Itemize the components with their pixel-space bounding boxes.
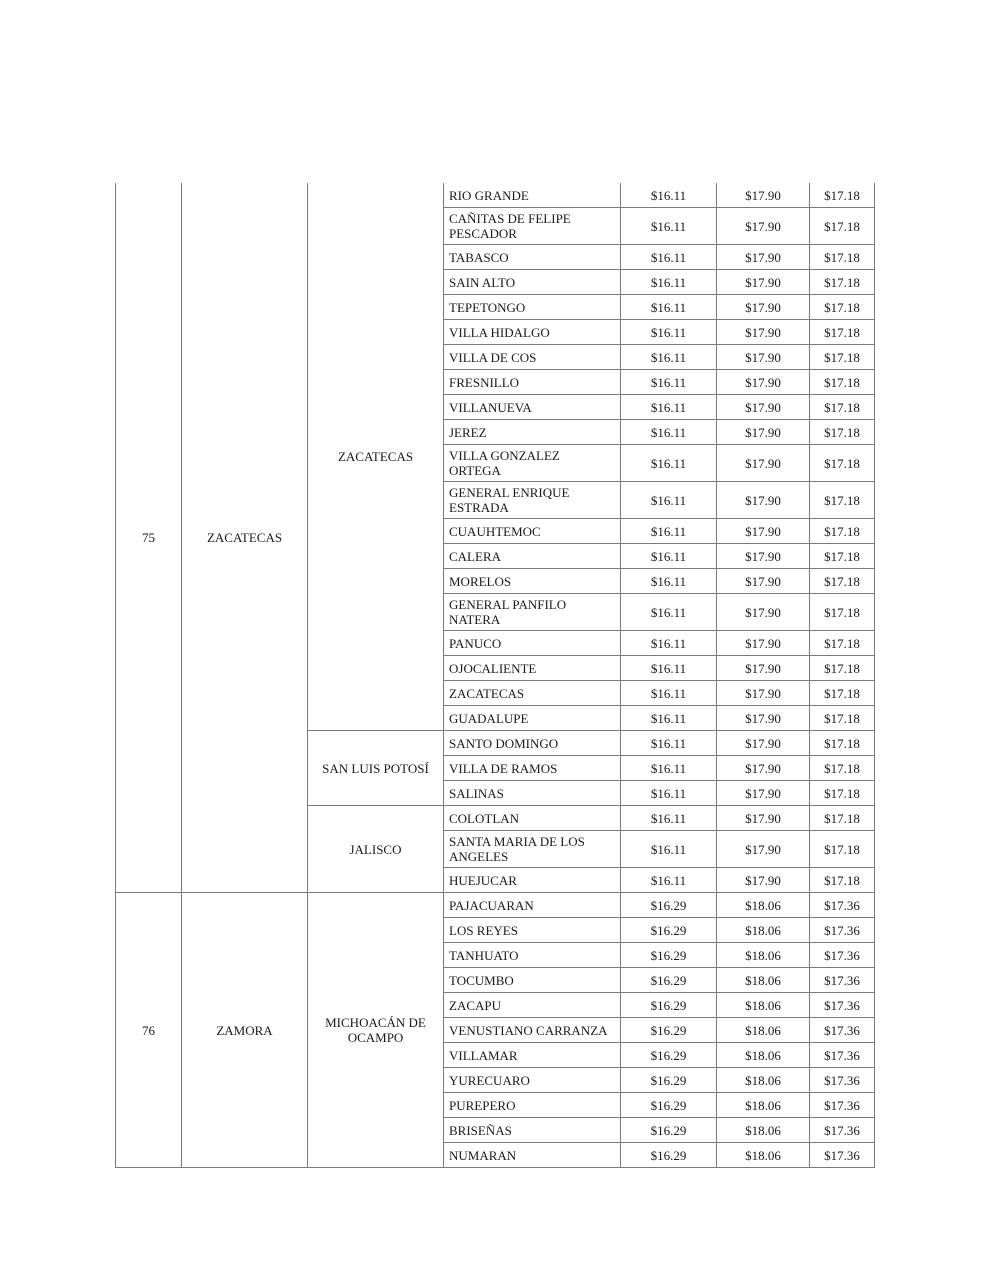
rate-cell-3: $17.36 bbox=[810, 1143, 875, 1168]
rate-cell-2: $17.90 bbox=[717, 420, 810, 445]
municipality-cell: HUEJUCAR bbox=[444, 868, 621, 893]
municipality-cell: SALINAS bbox=[444, 781, 621, 806]
rate-cell-2: $17.90 bbox=[717, 868, 810, 893]
rate-cell-1: $16.29 bbox=[621, 1068, 717, 1093]
rate-cell-2: $17.90 bbox=[717, 544, 810, 569]
rate-cell-3: $17.36 bbox=[810, 1018, 875, 1043]
rate-cell-2: $18.06 bbox=[717, 1043, 810, 1068]
rate-cell-3: $17.18 bbox=[810, 320, 875, 345]
rate-cell-2: $17.90 bbox=[717, 594, 810, 631]
municipality-cell: OJOCALIENTE bbox=[444, 656, 621, 681]
rate-cell-1: $16.11 bbox=[621, 420, 717, 445]
rate-cell-3: $17.18 bbox=[810, 183, 875, 208]
municipality-cell: GUADALUPE bbox=[444, 706, 621, 731]
rate-cell-2: $17.90 bbox=[717, 681, 810, 706]
municipality-cell: CAÑITAS DE FELIPE PESCADOR bbox=[444, 208, 621, 245]
municipality-cell: TOCUMBO bbox=[444, 968, 621, 993]
rate-cell-1: $16.11 bbox=[621, 868, 717, 893]
rate-cell-1: $16.11 bbox=[621, 370, 717, 395]
rate-cell-3: $17.18 bbox=[810, 208, 875, 245]
state-cell: MICHOACÁN DE OCAMPO bbox=[308, 893, 444, 1168]
rate-cell-2: $18.06 bbox=[717, 968, 810, 993]
rate-cell-3: $17.36 bbox=[810, 1118, 875, 1143]
rate-cell-3: $17.18 bbox=[810, 569, 875, 594]
rate-cell-1: $16.11 bbox=[621, 631, 717, 656]
state-cell: JALISCO bbox=[308, 806, 444, 893]
municipality-cell: VILLA GONZALEZ ORTEGA bbox=[444, 445, 621, 482]
rate-cell-3: $17.18 bbox=[810, 445, 875, 482]
rate-cell-1: $16.29 bbox=[621, 1143, 717, 1168]
rate-cell-2: $18.06 bbox=[717, 943, 810, 968]
rate-cell-3: $17.18 bbox=[810, 519, 875, 544]
rate-cell-1: $16.29 bbox=[621, 1118, 717, 1143]
municipality-cell: SAIN ALTO bbox=[444, 270, 621, 295]
rate-cell-3: $17.36 bbox=[810, 1068, 875, 1093]
rate-cell-3: $17.36 bbox=[810, 993, 875, 1018]
rate-cell-1: $16.11 bbox=[621, 395, 717, 420]
rate-cell-1: $16.11 bbox=[621, 544, 717, 569]
rate-cell-2: $18.06 bbox=[717, 1018, 810, 1043]
rate-cell-2: $17.90 bbox=[717, 445, 810, 482]
rate-cell-3: $17.18 bbox=[810, 245, 875, 270]
rate-cell-3: $17.18 bbox=[810, 831, 875, 868]
rate-cell-2: $17.90 bbox=[717, 569, 810, 594]
rate-cell-1: $16.11 bbox=[621, 569, 717, 594]
rate-cell-2: $18.06 bbox=[717, 1068, 810, 1093]
rate-cell-3: $17.18 bbox=[810, 731, 875, 756]
rate-cell-2: $18.06 bbox=[717, 893, 810, 918]
rate-cell-3: $17.36 bbox=[810, 918, 875, 943]
municipality-cell: JEREZ bbox=[444, 420, 621, 445]
rate-cell-3: $17.18 bbox=[810, 594, 875, 631]
rate-cell-1: $16.11 bbox=[621, 445, 717, 482]
rates-table bbox=[115, 183, 875, 1168]
rate-cell-3: $17.36 bbox=[810, 943, 875, 968]
rate-cell-1: $16.11 bbox=[621, 295, 717, 320]
rate-cell-1: $16.29 bbox=[621, 1018, 717, 1043]
rate-cell-3: $17.18 bbox=[810, 868, 875, 893]
municipality-cell: MORELOS bbox=[444, 569, 621, 594]
rate-cell-3: $17.36 bbox=[810, 893, 875, 918]
rate-cell-3: $17.18 bbox=[810, 295, 875, 320]
rate-cell-2: $17.90 bbox=[717, 756, 810, 781]
zone-name-cell: ZAMORA bbox=[182, 893, 308, 1168]
state-cell: ZACATECAS bbox=[308, 183, 444, 731]
municipality-cell: CUAUHTEMOC bbox=[444, 519, 621, 544]
municipality-cell: PANUCO bbox=[444, 631, 621, 656]
rate-cell-3: $17.18 bbox=[810, 656, 875, 681]
rate-cell-2: $18.06 bbox=[717, 1143, 810, 1168]
rate-cell-3: $17.18 bbox=[810, 806, 875, 831]
rate-cell-3: $17.18 bbox=[810, 482, 875, 519]
rate-cell-2: $17.90 bbox=[717, 320, 810, 345]
table-row bbox=[116, 183, 875, 208]
municipality-cell: YURECUARO bbox=[444, 1068, 621, 1093]
rate-cell-2: $18.06 bbox=[717, 918, 810, 943]
rate-cell-2: $17.90 bbox=[717, 781, 810, 806]
rate-cell-3: $17.18 bbox=[810, 756, 875, 781]
municipality-cell: RIO GRANDE bbox=[444, 183, 621, 208]
rates-table-body bbox=[116, 183, 875, 1168]
rate-cell-3: $17.18 bbox=[810, 544, 875, 569]
rate-cell-1: $16.11 bbox=[621, 806, 717, 831]
rate-cell-3: $17.36 bbox=[810, 968, 875, 993]
rate-cell-1: $16.11 bbox=[621, 756, 717, 781]
rate-cell-2: $18.06 bbox=[717, 1118, 810, 1143]
municipality-cell: GENERAL PANFILO NATERA bbox=[444, 594, 621, 631]
rate-cell-1: $16.29 bbox=[621, 943, 717, 968]
rate-cell-1: $16.11 bbox=[621, 482, 717, 519]
municipality-cell: VILLANUEVA bbox=[444, 395, 621, 420]
rate-cell-3: $17.36 bbox=[810, 1043, 875, 1068]
rate-cell-3: $17.18 bbox=[810, 706, 875, 731]
rate-cell-1: $16.11 bbox=[621, 656, 717, 681]
municipality-cell: ZACATECAS bbox=[444, 681, 621, 706]
rate-cell-1: $16.29 bbox=[621, 918, 717, 943]
municipality-cell: PUREPERO bbox=[444, 1093, 621, 1118]
rate-cell-1: $16.11 bbox=[621, 245, 717, 270]
zone-number-cell: 76 bbox=[116, 893, 182, 1168]
zone-name-cell: ZACATECAS bbox=[182, 183, 308, 893]
rate-cell-2: $17.90 bbox=[717, 731, 810, 756]
municipality-cell: TANHUATO bbox=[444, 943, 621, 968]
municipality-cell: FRESNILLO bbox=[444, 370, 621, 395]
municipality-cell: VILLA DE COS bbox=[444, 345, 621, 370]
rate-cell-2: $17.90 bbox=[717, 183, 810, 208]
municipality-cell: ZACAPU bbox=[444, 993, 621, 1018]
municipality-cell: PAJACUARAN bbox=[444, 893, 621, 918]
rate-cell-2: $17.90 bbox=[717, 345, 810, 370]
rate-cell-1: $16.29 bbox=[621, 968, 717, 993]
table-row bbox=[116, 893, 875, 918]
rate-cell-1: $16.11 bbox=[621, 270, 717, 295]
municipality-cell: SANTO DOMINGO bbox=[444, 731, 621, 756]
municipality-cell: GENERAL ENRIQUE ESTRADA bbox=[444, 482, 621, 519]
municipality-cell: VILLAMAR bbox=[444, 1043, 621, 1068]
rate-cell-3: $17.18 bbox=[810, 420, 875, 445]
rate-cell-1: $16.29 bbox=[621, 1093, 717, 1118]
rate-cell-2: $17.90 bbox=[717, 370, 810, 395]
rate-cell-1: $16.29 bbox=[621, 893, 717, 918]
rate-cell-1: $16.11 bbox=[621, 681, 717, 706]
rate-cell-3: $17.36 bbox=[810, 1093, 875, 1118]
rate-cell-3: $17.18 bbox=[810, 370, 875, 395]
rate-cell-2: $17.90 bbox=[717, 208, 810, 245]
rate-cell-2: $17.90 bbox=[717, 270, 810, 295]
municipality-cell: SANTA MARIA DE LOS ANGELES bbox=[444, 831, 621, 868]
municipality-cell: CALERA bbox=[444, 544, 621, 569]
rate-cell-2: $17.90 bbox=[717, 482, 810, 519]
municipality-cell: NUMARAN bbox=[444, 1143, 621, 1168]
zone-number-cell: 75 bbox=[116, 183, 182, 893]
rate-cell-2: $17.90 bbox=[717, 245, 810, 270]
rate-cell-2: $18.06 bbox=[717, 993, 810, 1018]
state-cell: SAN LUIS POTOSÍ bbox=[308, 731, 444, 806]
rate-cell-1: $16.11 bbox=[621, 781, 717, 806]
rate-cell-1: $16.11 bbox=[621, 519, 717, 544]
rate-cell-3: $17.18 bbox=[810, 781, 875, 806]
rate-cell-3: $17.18 bbox=[810, 345, 875, 370]
rate-cell-2: $17.90 bbox=[717, 656, 810, 681]
rate-cell-2: $17.90 bbox=[717, 395, 810, 420]
rate-cell-1: $16.11 bbox=[621, 731, 717, 756]
municipality-cell: BRISEÑAS bbox=[444, 1118, 621, 1143]
municipality-cell: LOS REYES bbox=[444, 918, 621, 943]
municipality-cell: VENUSTIANO CARRANZA bbox=[444, 1018, 621, 1043]
rate-cell-3: $17.18 bbox=[810, 270, 875, 295]
rate-cell-3: $17.18 bbox=[810, 681, 875, 706]
rate-cell-1: $16.11 bbox=[621, 345, 717, 370]
rate-cell-1: $16.29 bbox=[621, 1043, 717, 1068]
rate-cell-2: $18.06 bbox=[717, 1093, 810, 1118]
municipality-cell: COLOTLAN bbox=[444, 806, 621, 831]
rate-cell-2: $17.90 bbox=[717, 295, 810, 320]
rate-cell-1: $16.29 bbox=[621, 993, 717, 1018]
municipality-cell: VILLA DE RAMOS bbox=[444, 756, 621, 781]
municipality-cell: TEPETONGO bbox=[444, 295, 621, 320]
rate-cell-1: $16.11 bbox=[621, 183, 717, 208]
rate-cell-3: $17.18 bbox=[810, 631, 875, 656]
rate-cell-1: $16.11 bbox=[621, 594, 717, 631]
rate-cell-3: $17.18 bbox=[810, 395, 875, 420]
municipality-cell: VILLA HIDALGO bbox=[444, 320, 621, 345]
rate-cell-2: $17.90 bbox=[717, 519, 810, 544]
rate-cell-2: $17.90 bbox=[717, 831, 810, 868]
municipality-cell: TABASCO bbox=[444, 245, 621, 270]
rate-cell-1: $16.11 bbox=[621, 831, 717, 868]
rate-cell-1: $16.11 bbox=[621, 706, 717, 731]
rate-cell-1: $16.11 bbox=[621, 208, 717, 245]
rate-cell-2: $17.90 bbox=[717, 806, 810, 831]
rate-cell-2: $17.90 bbox=[717, 706, 810, 731]
rate-cell-2: $17.90 bbox=[717, 631, 810, 656]
rate-cell-1: $16.11 bbox=[621, 320, 717, 345]
